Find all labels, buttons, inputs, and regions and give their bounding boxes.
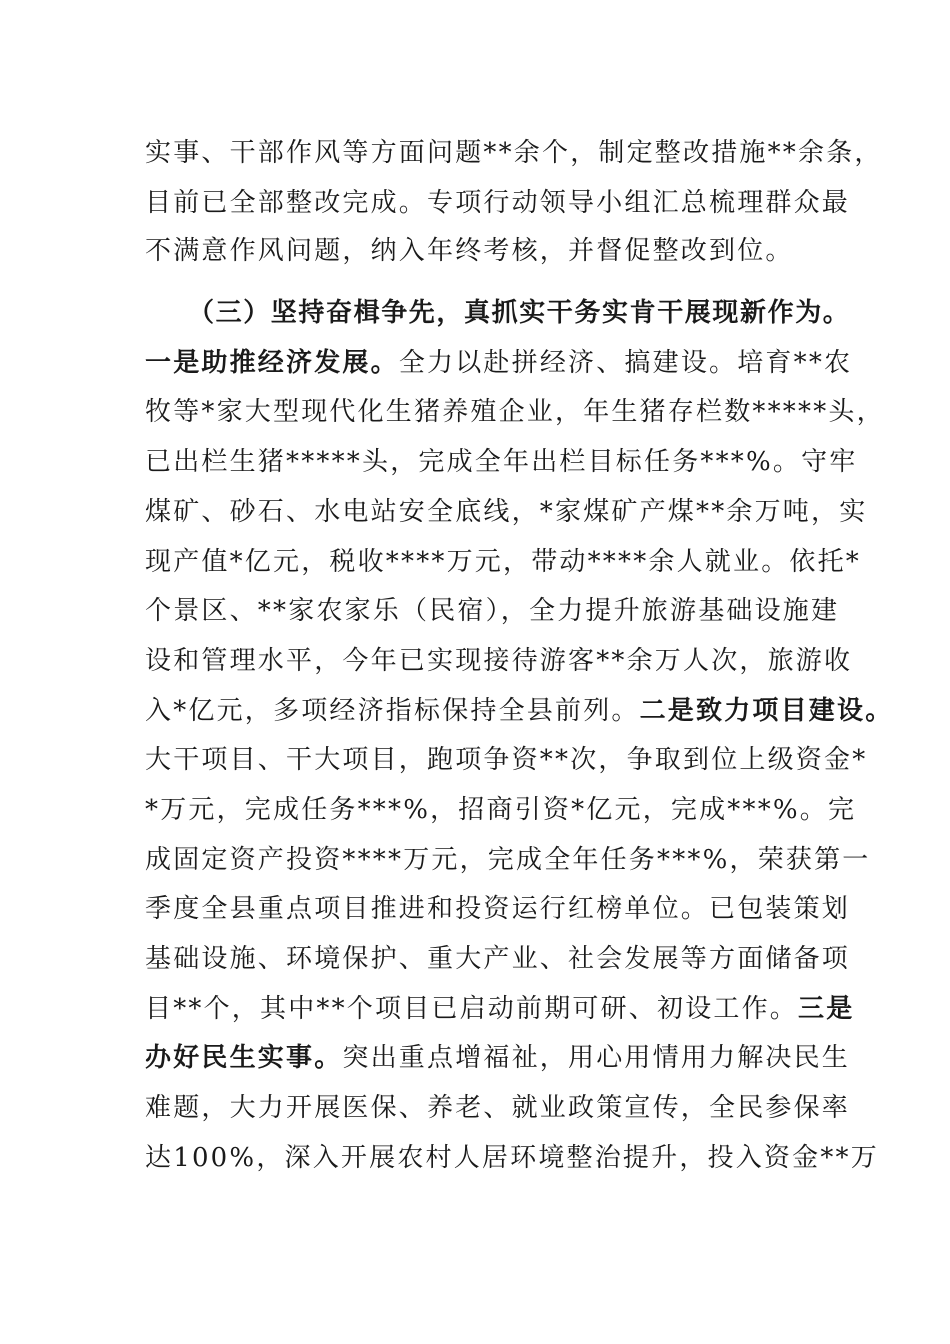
text-line: 难题，大力开展医保、养老、就业政策宣传，全民参保率 — [145, 1093, 851, 1123]
item-title: 一是助推经济发展。 — [145, 348, 399, 378]
text-line: 不满意作风问题，纳入年终考核，并督促整改到位。 — [145, 236, 794, 266]
text-line — [145, 1033, 851, 1083]
text-line: 大干项目、干大项目，跑项争资**次，争取到位上级资金* — [145, 745, 868, 775]
item-title: 三是 — [798, 994, 855, 1024]
text-line: 个景区、**家农家乐（民宿），全力提升旅游基础设施建 — [145, 596, 840, 626]
section-heading: （三）坚持奋楫争先，真抓实干务实肯干展现新作为。 — [188, 298, 851, 328]
text-line — [145, 984, 855, 1034]
text-line: 牧等*家大型现代化生猪养殖企业，年生猪存栏数*****头， — [145, 397, 885, 427]
text-span: 突出重点增福祉，用心用情用力解决民生 — [342, 1043, 851, 1073]
text-line: 设和管理水平，今年已实现接待游客**余万人次，旅游收 — [145, 646, 853, 676]
text-line: 目前已全部整改完成。专项行动领导小组汇总梳理群众最 — [145, 188, 851, 218]
item-title: 办好民生实事。 — [145, 1043, 343, 1073]
text-span: 目**个，其中**个项目已启动前期可研、初设工作。 — [145, 994, 799, 1024]
text-line: 煤矿、砂石、水电站安全底线，*家煤矿产煤**余万吨，实 — [145, 497, 868, 527]
item-title: 二是致力项目建设。 — [639, 696, 894, 726]
text-line: 现产值*亿元，税收****万元，带动****余人就业。依托* — [145, 547, 862, 577]
text-span: 入*亿元，多项经济指标保持全县前列。 — [145, 696, 640, 726]
text-line: *万元，完成任务***%，招商引资*亿元，完成***%。完 — [145, 795, 857, 825]
text-line: 已出栏生猪*****头，完成全年出栏目标任务***%。守牢 — [145, 447, 858, 477]
text-line: 成固定资产投资****万元，完成全年任务***%，荣获第一 — [145, 845, 871, 875]
text-span: 全力以赴拼经济、搞建设。培育**农 — [398, 348, 853, 378]
text-line — [145, 686, 894, 736]
text-line: 季度全县重点项目推进和投资运行红榜单位。已包装策划 — [145, 894, 851, 924]
text-line: 实事、干部作风等方面问题**余个，制定整改措施**余条， — [145, 138, 883, 168]
text-line — [145, 338, 853, 388]
text-line: 达100%，深入开展农村人居环境整治提升，投入资金**万 — [145, 1143, 879, 1173]
text-line: 基础设施、环境保护、重大产业、社会发展等方面储备项 — [145, 944, 851, 974]
